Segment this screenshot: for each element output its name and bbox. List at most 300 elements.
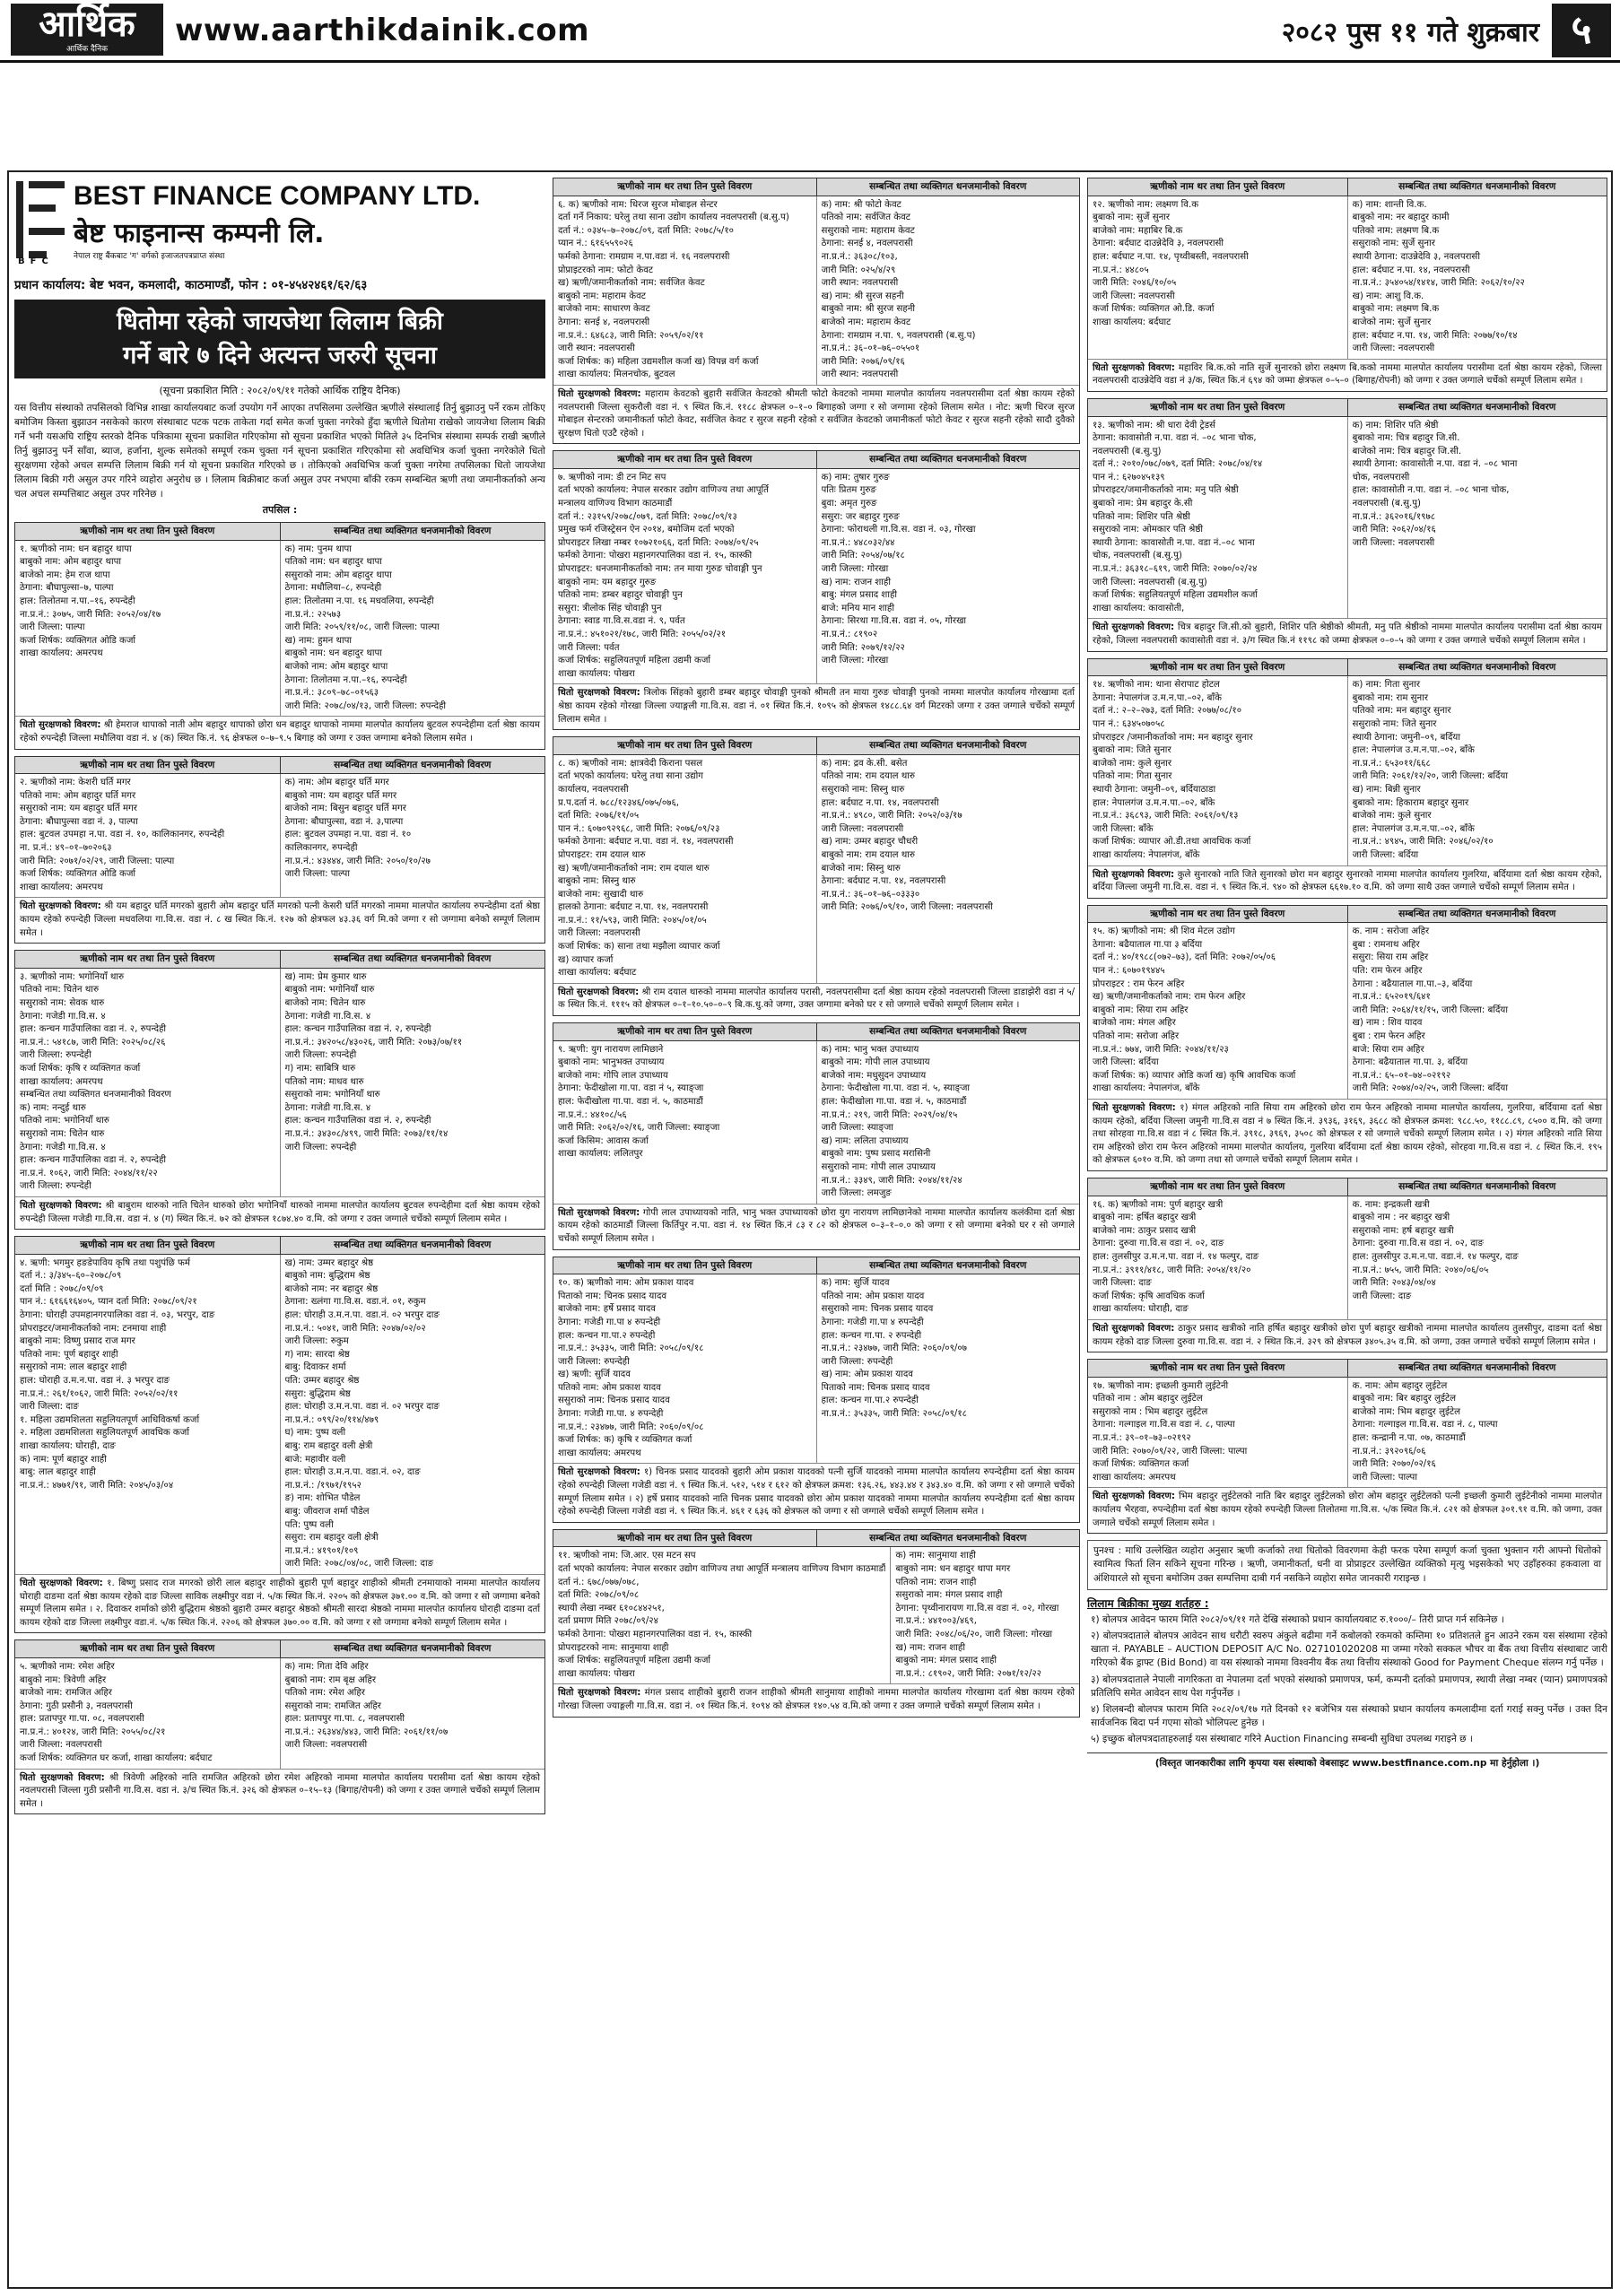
- detail-line: हाल: नेपालगंज उ.म.न.पा.–०२, बाँके: [1093, 797, 1215, 808]
- detail-line: जारी जिल्ला: रुपन्देही: [20, 1050, 91, 1061]
- detail-line: कर्जा शिर्षक: व्यक्तिगत घर कर्जा, शाखा कार्यालय: बर्दघाट: [20, 1753, 213, 1764]
- detail-line: ना.प्र.नं.: २१९, जारी मिति: २०२९/०४/१५: [821, 1109, 958, 1120]
- detail-line: प्रोप्राइटरको नाम: फोटो केवट: [558, 265, 654, 275]
- detail-line: शाखा कार्यालय: घोराही, दाङ: [20, 1441, 116, 1451]
- detail-line: पतिको नाम: राजन शाही: [895, 1577, 977, 1587]
- borrower-column-heading: ऋणीको नाम थर तथा तिन पुस्ते विवरण: [80, 759, 215, 770]
- detail-line: बाबुको नाम: बुद्धिराम श्रेष्ठ: [284, 1271, 370, 1282]
- detail-line: हाल: कन्द्रानी न.पा. ०७, काठमाडौं: [1352, 1433, 1466, 1444]
- entry-header: [553, 1257, 1079, 1275]
- detail-line: ठेगाना: सनई ४, नवलपरासी: [558, 317, 650, 327]
- collateral-details: [1088, 618, 1607, 650]
- detail-line: ससुरा: बुद्धिराम श्रेष्ठ: [284, 1388, 351, 1399]
- collateral-details: [15, 897, 544, 943]
- guarantor-details: [1347, 1196, 1607, 1319]
- related-column-heading: सम्बन्धित तथा व्यक्तिगत धनजमानीको विवरण: [816, 1023, 1080, 1040]
- guarantor-details: [1347, 923, 1607, 1099]
- detail-line: पतिको नाम: रमेश अहिर: [284, 1688, 365, 1699]
- detail-line: स्थायी ठेगाना: कावासोती न.पा. वडा नं. –०८ भाना: [1352, 459, 1518, 470]
- detail-line: क) नाम: गिता सुनार: [1352, 680, 1420, 691]
- detail-line: ठेगाना: फेदीखोला गा.पा. वडा नं. ५, स्याङ्जा: [821, 1083, 971, 1094]
- detail-line: हाल: कन्चन गाउँपालिका वडा नं. २, रुपन्देही: [20, 1155, 167, 1166]
- detail-line: क) नाम: सुर्जि यादव: [821, 1278, 890, 1289]
- detail-line: ख) ऋणी: सुर्जि यादव: [558, 1370, 631, 1380]
- detail-line: पतिको नाम: माधव थारु: [284, 1076, 364, 1087]
- detail-line: ना.प्र.नं.: ४४८०५: [1093, 265, 1149, 275]
- detail-line: पतिको नाम : ओम बहादुर लुईटेल: [1093, 1394, 1203, 1405]
- detail-line: ९. ऋणी: युग नारायण लामिछाने: [558, 1044, 664, 1055]
- detail-line: चोक, नवलपरासी (ब.सु.पु): [1093, 551, 1182, 561]
- detail-line: ११. ऋणीको नाम: जि.आर. एस मटन सप: [558, 1551, 696, 1561]
- detail-line: १. महिला उद्यमशिलता सहुलियतपूर्ण आधिविकर्षा कर्जा: [20, 1414, 200, 1425]
- detail-line: ङ) नाम: शोभित पौडेल: [284, 1493, 361, 1504]
- detail-line: बाजेको नाम: सिस्नु थारु: [821, 863, 901, 874]
- guarantor-details: [1347, 417, 1607, 619]
- detail-line: हाल: कन्चन गा.पा.२ रुपन्देही: [821, 1396, 919, 1406]
- detail-line: ना.प्र.नं.: ३६३०८/१०३,: [821, 251, 898, 262]
- detail-line: २. महिला उद्यमशिलता सहुलियतपूर्ण आवधिक कर्जा: [20, 1428, 189, 1439]
- detail-line: जारी मिति: २०७८/०४/०८, जारी जिल्ला: दाङ: [284, 1559, 434, 1570]
- collateral-details: [15, 716, 544, 748]
- detail-line: हाल: घोराही उ.म.न.पा. वडा नं. ०२ भरपुर दाङ: [284, 1402, 440, 1413]
- related-column-heading: सम्बन्धित तथा व्यक्तिगत धनजमानीको विवरण: [1347, 1178, 1607, 1196]
- borrower-details: [15, 1658, 280, 1769]
- detail-line: ना.प्र.नं.: ६४६८३, जारी मिति: २०५९/०२/११: [558, 330, 704, 341]
- guarantor-details: [816, 469, 1080, 684]
- detail-line: बाबुको नाम: भगोनियाँ थारु: [284, 985, 375, 996]
- detail-line: बाबुको नाम: विष्णु प्रसाद राज मगर: [20, 1336, 135, 1347]
- collateral-details: [15, 1574, 544, 1632]
- detail-line: ठेगाना: फेदीखोला गा.पा. वडा नं ५, स्याङ्जा: [558, 1083, 704, 1094]
- detail-line: बुबाको नाम: प्रेम बहादुर के.सी: [1093, 499, 1193, 509]
- detail-line: क) नाम: गिता देवि अहिर: [284, 1661, 369, 1672]
- detail-line: ना.प्र.नं.: ४१९०१/१०९: [284, 1545, 359, 1556]
- borrower-column-heading: ऋणीको नाम थर तथा तिन पुस्ते विवरण: [617, 740, 753, 752]
- borrower-entry: [14, 522, 545, 750]
- detail-line: बुबाको नाम: हिकाराम बहादुर सुनार: [1352, 797, 1469, 808]
- detail-line: ससुराको नाम: सेवक थारु: [20, 998, 105, 1008]
- issue-date: २०८२ पुस ११ गते शुक्रबार: [1281, 17, 1539, 48]
- detail-line: पान नं.: ६०७०९२९६८, जारी मिति: २०७६/०९/२३: [558, 823, 720, 834]
- term-item: ५) इच्छुक बोलपत्रदाताहरुलाई यस संस्थाबाट गरिने Auction Financing सम्बन्धी सुविधा उपलब्ध गराइने छ ।: [1091, 1734, 1473, 1745]
- collateral-details: [1088, 865, 1607, 898]
- detail-line: शाखा कार्यालय: अमरपथ: [20, 1076, 103, 1087]
- detail-line: ठेगाना: फोराथली गा.वि.स. वडा नं. ०३, गोरखा: [821, 525, 976, 535]
- detail-line: बाबुको नाम: मंगल प्रसाद शाही: [895, 1656, 997, 1666]
- detail-line: प्रोपराइटर लिखा नम्बर १०७२१०६६, दर्ता मिति: २०७४/०९/२५: [558, 537, 759, 548]
- detail-line: बुबाको नाम: भानुभक्त उपाध्याय: [558, 1057, 665, 1068]
- detail-line: ठेगाना: रामग्राम न.पा. ९, नवलपरासी (ब.सु.प): [821, 330, 976, 341]
- detail-line: पति: पुष्प वली: [284, 1519, 334, 1530]
- borrower-entry: [1087, 905, 1607, 1171]
- detail-line: ससुराको नाम: महाराम केवट: [821, 225, 915, 236]
- detail-line: पतिको नाम: धन बहादुर थापा: [284, 557, 382, 568]
- detail-line: बाबुको नाम: गोपी लाल उपाध्याय: [821, 1057, 930, 1068]
- collateral-label: धितो सुरक्षणको विवरण:: [1093, 869, 1175, 880]
- detail-line: ४. ऋणी: भगमुर हङडेपाविय कृषि तथा पशुपंछि फर्म: [20, 1257, 191, 1268]
- detail-line: हाल: फेदीखोला गा.पा. वडा नं. ५, काठमाडौं: [821, 1097, 967, 1107]
- detail-line: फर्मको ठेगाना: पोखरा महानगरपालिका वडा नं. १५, कास्की: [558, 1629, 753, 1639]
- detail-line: जारी जिल्ला: गोरखा: [821, 656, 889, 666]
- detail-line: ससुराको नाम: सुर्जे सुनार: [1352, 239, 1435, 249]
- detail-line: बाबुको नाम: राम दयाल थारु: [821, 849, 916, 860]
- detail-line: ना.प्र.नं.: ३९११/४१८, जारी मिति: २०५४/११/२०: [1093, 1265, 1251, 1275]
- detail-line: प्रोपराइटर : राम फेरन अहिर: [1093, 978, 1185, 989]
- detail-line: जारी जिल्ला: दाङ: [1093, 1278, 1152, 1289]
- detail-line: शाखा कार्यालय: बर्दघाट: [558, 968, 637, 978]
- borrower-column-heading: ऋणीको नाम थर तथा तिन पुस्ते विवरण: [80, 1643, 215, 1655]
- detail-line: ना.प्र.नं.: ४९८०, जारी मिति: २०५२/०३/१७: [821, 811, 962, 822]
- detail-line: जारी मिति: २०६१/१२/२०, जारी जिल्ला: बर्दिया: [1352, 771, 1508, 782]
- detail-line: पतिको नाम: चितेन थारु: [20, 985, 100, 996]
- detail-line: कर्जा शिर्षक: व्यापार ओ.डी.तथा आवधिक कर्जा: [1093, 837, 1251, 848]
- detail-line: ससुराको नाम: चिनक प्रसाद यादव: [558, 1396, 670, 1406]
- detail-line: कर्जा शिर्षक: सहुलियतपूर्ण महिला उद्यमी कर्जा: [558, 656, 711, 666]
- detail-line: ससुराको नाम: यम बहादुर घर्ति मगर: [20, 804, 137, 814]
- detail-line: जारी जिल्ला: बर्दिया: [1352, 849, 1419, 860]
- detail-line: हाल: कन्चन गाउँपालिका वडा नं. २, रुपन्देही: [284, 1024, 431, 1035]
- logo-tagline: आर्थिक दैनिक: [65, 45, 109, 54]
- borrower-entry: [14, 756, 545, 944]
- detail-line: ख) ऋणी/जमानीकर्ताको नाम: सर्वजित केवट: [558, 278, 705, 289]
- detail-line: दर्ता मिति : २०७८/०९/०९: [20, 1283, 104, 1294]
- detail-line: जारी जिल्ला: रुकुम: [284, 1336, 349, 1347]
- detail-line: ससुराको नाम: भगोनियाँ थारु: [284, 1090, 380, 1100]
- detail-line: जारी मिति: २०७८/०४/१३, जारी जिल्ला: रुपन्देही: [284, 700, 447, 711]
- borrower-entry: [1087, 178, 1607, 392]
- detail-line: १७. ऋणीको नाम: इच्छली कुमारी लुईटेनी: [1093, 1380, 1229, 1391]
- detail-line: दर्ता गर्ने निकाय: घरेलु तथा साना उद्योग कार्यालय नवलपरासी (ब.सु.प): [558, 213, 789, 223]
- detail-line: ख) नाम: श्री सुरज सहनी: [821, 291, 904, 301]
- collateral-details: [553, 983, 1079, 1015]
- borrower-entry: [14, 950, 545, 1230]
- detail-line: कर्जा शिर्षक: क) साना तथा मझौला व्यापार कर्जा: [558, 942, 720, 952]
- detail-line: ससुराको नाम: गोपी लाल उपाध्याय: [821, 1161, 936, 1172]
- collateral-text: श्री यम बहादुर घर्ति मगरको बुहारी ओम बहादुर घर्ति मगरको पत्नी केसरी घर्ति मगरको नाममा मालपोत कार्यालय रुपन्देहीमा दर्ता श्रेष्ठा कायम रहेको रुपन्देही जिल्ला मधवलिया गा.वि.स. वडा नं. ८ ख स्थित कि.नं. १२७ को क्षेत्रफल ४३.३६ वर्ग मि.को जग्गा र सो जग्गामा बनेको सम्पूर्ण लिलाम समेत ।: [20, 901, 541, 938]
- detail-line: ठेगाना: दुरुवा गा.वि.स वडा नं. ०२, दाङ: [1093, 1239, 1224, 1249]
- detail-line: जारी स्थान: नवलपरासी: [558, 344, 635, 354]
- notice-title: [14, 300, 545, 378]
- guarantor-details: [280, 774, 545, 897]
- borrower-column-heading: ऋणीको नाम थर तथा तिन पुस्ते विवरण: [617, 1532, 753, 1544]
- collateral-details: [553, 1204, 1079, 1249]
- detail-line: हाल: बर्दघाट न.पा. १४, जारी मिति: २०७७/१०/१४: [1352, 330, 1518, 341]
- detail-line: हाल: घोराही उ.म.न.पा. वडा नं. ३ भरपुर दाङ: [20, 1376, 170, 1387]
- notice-intro: यस वित्तीय संस्थाको तपसिलको विभिन्न शाखा कार्यालयबाट कर्जा उपयोग गर्ने आएका तपसिलमा उल्लेखित ऋणीले संस्थालाई तिर्नु बुझाउनु पर्ने रकम तोकिए बमोजिम किस्ता बुझाउन नसकेको कारण संस्थाबाट पटक पटक ताकेता गर्दा समेत कर्जा चुक्ता नगरेको हुँदा ऋणीले धितोमा राखेको जायजेथा लिलाम बिक्री गर्ने भनी यसअघि राष्ट्रिय स्तरको दैनिक पत्रिकामा सूचना प्रकाशित गरिएकोमा सो सूचना प्रकाशित भएको मितिले ३५ दिनभित्र संस्थामा सम्पर्क राखी ऋणीले तिर्नु बुझाउनु पर्ने साँवा, ब्याज, हर्जाना, शुल्क समेतको सम्पूर्ण रकम चुक्ता गर्न सूचना प्रकाशित गरिएकोमा सो अवधिभित्र कर्जा चुक्ता नगरेकोले धितो सुरक्षणमा रहेको अचल सम्पत्ति लिलाम बिक्री गर्न यो सूचना प्रकाशित गरिएको छ । तोकिएको अवधिभित्र कर्जा चुक्ता नगरेमा तपसिलका धितो जायजेथा लिलाम बिक्री गरी असुल उपर गरिने व्यहोरा अनुरोध छ । लिलाम बिक्रीबाट कर्जा असुल उपर नभएमा बाँकी रकम सम्बन्धित ऋणी तथा जमानीकर्ताको अन्य चल अचल सम्पत्तिबाट असुल उपर गरिनेछ ।: [14, 403, 545, 500]
- detail-line: स्थायी ठेगाना: जमुनी–०९, बर्दियाठाडा: [1093, 784, 1216, 795]
- detail-line: जारी जिल्ला: पाल्पा: [284, 869, 350, 880]
- detail-line: जारी मिति: २०४६/१०/०५: [1093, 278, 1177, 289]
- related-column-heading: सम्बन्धित तथा व्यक्तिगत धनजमानीको विवरण: [816, 178, 1080, 196]
- borrower-column-heading: ऋणीको नाम थर तथा तिन पुस्ते विवरण: [617, 181, 753, 192]
- detail-line: ना.प्र.नं.: ३६–०१–७६–०५५०१: [821, 344, 920, 354]
- detail-line: क) नाम: ओम बहादुर घर्ति मगर: [284, 778, 389, 788]
- detail-line: ससुराको नाम: ओम बहादुर थापा: [284, 570, 392, 580]
- detail-line: जारी जिल्ला: लमजुङ: [821, 1188, 892, 1199]
- detail-line: ना.प्र.नं.: २६१/१०६२, जारी मिति: २०५२/०२/११: [20, 1388, 179, 1399]
- detail-line: जारी जिल्ला: दाङ: [20, 1402, 79, 1413]
- detail-line: पतिको नाम: पूर्ण बहादुर शाही: [20, 1349, 118, 1360]
- detail-line: ना.प्र.नं.: ५४१८७, जारी मिति: २०२५/०८/२६: [20, 1037, 166, 1048]
- detail-line: बुबा : राम फेरन अहिर: [1352, 1031, 1425, 1042]
- borrower-column-heading: ऋणीको नाम थर तथा तिन पुस्ते विवरण: [1150, 181, 1285, 192]
- logo-text: आर्थिक: [39, 3, 135, 45]
- detail-line: फर्मको ठेगाना: बर्दघाट न.पा. वडा नं. १४, नवलपरासी: [558, 837, 734, 848]
- detail-line: ना.प्र.नं.: ३५४०५४/१४१४, जारी मिति: २०६२/१०/२२: [1352, 278, 1525, 289]
- detail-line: शाखा कार्यालय: घोराही, दाङ: [1093, 1304, 1189, 1315]
- detail-line: बाबुको नाम: ओम बहादुर थापा: [20, 557, 122, 568]
- detail-line: क) नाम: द्रव के.सी. बसेत: [821, 758, 908, 769]
- detail-line: मन्त्रालय वाणिज्य विभाग काठमाडौं: [558, 499, 673, 509]
- collateral-details: [15, 1196, 544, 1229]
- detail-line: पति: राम फेरन अहिर: [1352, 966, 1423, 977]
- related-column-heading: सम्बन्धित तथा व्यक्तिगत धनजमानीको विवरण: [816, 1530, 1080, 1547]
- detail-line: ठेगाना: कावासोती न.पा. वडा नं. –०८ भाना चोक,: [1093, 433, 1257, 444]
- collateral-details: [15, 1769, 544, 1814]
- detail-line: बाजे: महावीर वली: [284, 1454, 346, 1465]
- detail-line: कर्जा शिर्षक: व्यक्तिगत ओ.डि. कर्जा: [1093, 304, 1215, 315]
- collateral-text: त्रिलोक सिंहको बुहारी डम्बर बहादुर चोवाङ्गी पुनको श्रीमती तन माया गुरुङ चोवाङ्गी पुनको नाममा मालपोत कार्यालय गोरखामा दर्ता श्रेष्ठा कायम रहेको गोरखा जिल्ला ज्याङ्गली गा.वि.स. वडा नं. ०१ स्थित कि.नं. १०९५ को क्षेत्रफल १४८८.६४ वर्ग मिटरको जग्गा र उक्त जग्गाले चर्चेको सम्पूर्ण लिलाम समेत ।: [558, 688, 1075, 725]
- borrower-column-heading: ऋणीको नाम थर तथा तिन पुस्ते विवरण: [1150, 908, 1285, 919]
- detail-line: हाल: बर्दघाट न.पा. १४, नवलपरासी: [1352, 265, 1470, 275]
- related-column-heading: सम्बन्धित तथा व्यक्तिगत धनजमानीको विवरण: [280, 1640, 545, 1657]
- detail-line: क) नाम: सानुमाया शाही: [895, 1551, 976, 1561]
- detail-line: नवलपरासी (ब.सु.पु): [1352, 499, 1421, 509]
- detail-line: प्र.प.दर्ता नं. ७८८/१२३४६/०७५/०७६,: [558, 797, 679, 808]
- detail-line: जारी मिति: २०७६/०९/१६: [821, 356, 905, 367]
- detail-line: कार्यालय, नवलपरासी: [558, 784, 629, 795]
- detail-line: हाल: कन्चन गाउँपालिका वडा नं. २, रुपन्देही: [20, 1024, 167, 1035]
- detail-line: बाबु: मंगल प्रसाद शाही: [821, 590, 897, 601]
- detail-line: ना.प्र.नं. १०६२, जारी मिति: २०४४/११/२२: [20, 1168, 158, 1178]
- borrower-entry: [1087, 1178, 1607, 1352]
- auction-notice: [7, 170, 1613, 2289]
- detail-line: प्रमुख फर्म रजिस्ट्रेसन ऐन २०१४, बमोजिम दर्ता भएको: [558, 525, 735, 535]
- borrower-details: [553, 469, 816, 684]
- detail-line: पान नं.: ६३४५०७०५८: [1093, 718, 1165, 729]
- detail-line: ना.प्र.नं.: ३९–०१–७३–०२१९२: [1093, 1433, 1191, 1444]
- detail-line: कर्जा शिर्षक: सहुलियतपूर्ण महिला उद्यमी कर्जा: [558, 1656, 711, 1666]
- collateral-label: धितो सुरक्षणको विवरण:: [1093, 622, 1175, 633]
- detail-line: ना.प्र.नं.: ३५३३५, जारी मिति: २०५८/०९/१८: [821, 1409, 967, 1420]
- detail-line: ठेगाना: बढैयाताल गा.पा. ३, बर्दिया: [1352, 1057, 1468, 1068]
- detail-line: स्थायी ठेगाना: जमुनी–०९, बर्दिया: [1352, 732, 1460, 743]
- detail-line: बाबुको नाम: सिया राम अहिर: [1093, 1004, 1189, 1015]
- entry-header: [15, 757, 544, 775]
- detail-line: शाखा कार्यालय: बर्दघाट: [1093, 317, 1171, 327]
- borrower-details: [15, 541, 280, 717]
- detail-line: बाबुको नाम: नर बहादुर कामी: [1352, 213, 1450, 223]
- detail-line: चोक, नवलपरासी: [1352, 472, 1410, 483]
- detail-line: ना.प्र.नं.: ७७४, जारी मिति: २०४४/११/२३: [1093, 1044, 1229, 1055]
- related-column-heading: सम्बन्धित तथा व्यक्तिगत धनजमानीको विवरण: [816, 451, 1080, 468]
- detail-line: दर्ता नं.: ६७८/०७७/०७८,: [558, 1577, 640, 1587]
- detail-line: ना.प्र.नं.: ३३४९, जारी मिति: २०४४/११/२४: [821, 1175, 962, 1186]
- detail-line: जारी मिति: २०७०/०२/१६: [1352, 1459, 1436, 1470]
- borrower-column-heading: ऋणीको नाम थर तथा तिन पुस्ते विवरण: [1150, 661, 1285, 673]
- related-column-heading: सम्बन्धित तथा व्यक्तिगत धनजमानीको विवरण: [816, 1257, 1080, 1274]
- detail-line: जारी जिल्ला: रुपन्देही: [284, 1050, 357, 1061]
- notice-column-2: [553, 178, 1080, 1724]
- borrower-column-heading: ऋणीको नाम थर तथा तिन पुस्ते विवरण: [1150, 1362, 1285, 1374]
- related-column-heading: सम्बन्धित तथा व्यक्तिगत धनजमानीको विवरण: [280, 951, 545, 968]
- detail-line: ना.प्र.नं.: ३६२०१६/१९७८: [1352, 511, 1436, 522]
- term-item: २) बोलपत्रदाताले बोलपत्र आवेदन साथ धरौटी स्वरुप अंकुले बढीमा गर्ने कबोलको रकमको कम्तिमा १० प्रतिशतले हुन आउने रकम यस संस्थामा रहेको खाता नं. PAYABLE – AUCTION DEPOSIT A/C No. 027101020208 मा जम्मा गरेको सक्कल भौचर वा बैंक तथा वित्तीय संस्थाबाट जारी गरिएको बैंक ड्राफ्ट (Bid Bond) वा यस संस्थाको नाममा विश्वनीय बैंक तथा वित्तीय संस्थाको Good for Payment Cheque संलग्न गर्नु पर्नेछ ।: [1091, 1631, 1607, 1669]
- detail-line: सम्बन्धित तथा व्यक्तिगत धनजमानीको विवरण: [20, 1090, 171, 1100]
- detail-line: हाल: प्रतापपुर गा.पा. ०८, नवलपरासी: [20, 1714, 144, 1725]
- collateral-label: धितो सुरक्षणको विवरण:: [1093, 362, 1175, 373]
- detail-line: बाजेको नाम: ओम बहादुर थापा: [284, 661, 388, 672]
- detail-line: ठेगाना: बौघापुल्सा–७, पाल्पा: [20, 583, 114, 594]
- collateral-text: १. बिष्णु प्रसाद राज मगरको छोरी लाल बहादुर शाहीको बुहारी पूर्ण बहादुर शाहीको श्रीमती टनमायाको नाममा मालपोत कार्यालय घोराही दाङमा दर्ता श्रेष्ठा कायम रहेको दाङ जिल्ला साविक लक्ष्मीपुर वडा नं. ५/क स्थित कि.नं. २२०५ को क्षेत्रफल ३७१.०० व.मि. को जग्गा र सो जग्गामा बनेको सम्पूर्ण लिलाम समेत । २. दिवाकर शर्माको छोरी बुद्धिराम श्रेष्ठको बुहारी उम्मर बहादुर श्रेष्ठको श्रीमती सारदा श्रेष्ठको नाममा मालपोत कार्यालय घोराही दाङमा दर्ता कायम रहेको दाङ जिल्ला लक्ष्मीपुर वडा.नं. ५/क स्थित कि.नं. २२०६ को क्षेत्रफल ३७०.०० व.मि. को जग्गा र सो जग्गामा बनेको सम्पूर्ण लिलाम समेत ।: [20, 1578, 540, 1628]
- borrower-details: [1088, 1378, 1347, 1488]
- detail-line: दर्ता प्रमाण मिति २०७८/०९/२४: [558, 1616, 658, 1627]
- detail-line: ना.प्र.नं.: ३८०९–७८–०१५६३: [284, 688, 379, 699]
- detail-line: ना.प्र.नं.: ४४८०३२/४४: [821, 537, 895, 548]
- detail-line: ठेगाना: गजेडी गा.वि.स. ४: [20, 1142, 106, 1152]
- notice-title-line-2: गर्ने बारे ७ दिने अत्यन्त जरुरी सूचना: [123, 342, 437, 370]
- detail-line: जारी मिति: २०६२/०४/१६: [1352, 525, 1436, 535]
- collateral-text: १) चिनक प्रसाद यादवको बुहारी ओम प्रकाश यादवको पत्नी सुर्जि यादवको नाममा मालपोत कार्यालय रुपन्देहीमा दर्ता श्रेष्ठा कायम रहेको रुपन्देही जिल्ला गजेडी वडा नं. ९ स्थित कि.नं. ५१२, ५१४ र ६१२ को क्षेत्रफल क्रमश: १३६.२६, ४४३.४४ र ३४३.४० व.मि. को जग्गा र सो जग्गाले चर्चेको सम्पूर्ण लिलाम समेत । २) हर्षे प्रसाद यादवको नाति चिनक प्रसाद यादवको छोरा ओम प्रकाश यादवको नाममा मालपोत कार्यालय रुपन्देहीमा दर्ता श्रेष्ठा कायम रहेको रुपन्देही जिल्ला गजेडी वडा नं. ९ स्थित कि.नं. ४६१ र ६३६ को क्षेत्रफल को जग्गा र सो जग्गाले चर्चेको सम्पूर्ण लिलाम समेत ।: [558, 1467, 1075, 1518]
- detail-line: जारी जिल्ला: पर्वत: [558, 642, 620, 653]
- borrower-details: [553, 196, 816, 385]
- detail-line: ठेगाना: मधौलिया–८, रुपन्देही: [284, 583, 382, 594]
- detail-line: ठेगाना: बौघापुल्सा, वडा नं. ३,पाल्पा: [284, 816, 404, 827]
- term-item: ३) बोलपत्रदाताले नेपाली नागरिकता वा नेपालमा दर्ता भएको संस्थाको प्रमाणपत्र, फर्म, कम्पनी दर्ताको प्रमाणपत्र, स्थायी लेखा नम्बर (प्यान) प्रमाणपत्रको प्रतिलिपि समेत आवेदन साथ पेश गर्नुपर्नेछ ।: [1091, 1674, 1607, 1699]
- collateral-text: श्री हेमराज थापाको नाती ओम बहादुर थापाको छोरा धन बहादुर थापाको नाममा मालपोत कार्यालय बुटवल रुपन्देहीमा दर्ता श्रेष्ठा कायम रहेको रुपन्देही जिल्ला मधौलिया वडा नं. ४ (क) स्थित कि.नं. ९६ क्षेत्रफल ०–७–९.५ बिगाह को जग्गा र उक्त जग्गामा बनेको लिलाम समेत ।: [20, 720, 540, 744]
- collateral-label: धितो सुरक्षणको विवरण:: [20, 1200, 102, 1211]
- detail-line: स्थायी ठेगाना: दाउन्नेदेवि ३, नवलपरासी: [1352, 251, 1480, 262]
- detail-line: बाबुको नाम : नर बहादुर खत्री: [1352, 1213, 1450, 1223]
- detail-line: ना.प्र.नं.: ४५१०२१/१७८, जारी मिति: २०५५/०२/२१: [558, 630, 727, 639]
- entries-column-1: [14, 522, 545, 1814]
- borrower-entry: [14, 1639, 545, 1814]
- detail-line: ठेगाना: गुठी प्रसौनी ३, नवलपरासी: [20, 1700, 133, 1711]
- detail-line: हाल: तुलसीपुर उ.म.न.पा. वडा नं. १४ फल्पुर, दाङ: [1093, 1251, 1259, 1262]
- collateral-label: धितो सुरक्षणको विवरण:: [558, 1688, 641, 1699]
- website-url[interactable]: www.aarthikdainik.com: [175, 13, 590, 48]
- detail-line: जारी जिल्ला: रुपन्देही: [284, 1142, 357, 1152]
- detail-line: क) नाम: भानु भक्त उपाध्याय: [821, 1044, 919, 1055]
- detail-line: बाजेको नाम: बिसुन बहादुर घर्ति मगर: [284, 804, 406, 814]
- detail-line: ठेगाना: दुरुवा गा.वि.स वडा नं. ०२, दाङ: [1352, 1239, 1484, 1249]
- detail-line: बुबाको नाम: राम बृक्ष अहिर: [284, 1674, 377, 1685]
- detail-line: ना.प्र.नं.: ५०४१, जारी मिति: २०४७/०२/०२: [284, 1323, 426, 1334]
- detail-line: ठेगाना: घोराही उपमहानगरपालिका वडा नं. ०३, भरपुर, दाङ: [20, 1310, 215, 1321]
- detail-line: बाजे: मनिय मान शाही: [821, 603, 894, 613]
- detail-line: ठेगाना: गजेडी गा.पा ४ रुपन्देही: [821, 1317, 924, 1327]
- related-column-heading: सम्बन्धित तथा व्यक्तिगत धनजमानीको विवरण: [280, 523, 545, 540]
- detail-line: बाजेको नाम: चित्र बहादुर जि.सी.: [1352, 446, 1462, 457]
- detail-line: बाजेको नाम: महाबिर बि.क: [1093, 225, 1183, 236]
- entry-header: [553, 1023, 1079, 1041]
- detail-line: दर्ता नं.: २–२–२७३, दर्ता मिति: २०७७/०८/१०: [1093, 706, 1241, 717]
- detail-line: ना.प्र.नं.: ४७७१/९१, जारी मिति: २०४५/०३/०४: [20, 1480, 174, 1491]
- detail-line: क) नाम: तुषार गुरुङ: [821, 472, 890, 483]
- detail-line: ना. प्र.नं.: ४९–०१–७०२०६३: [20, 843, 112, 854]
- detail-line: ख) नाम: प्रेम कुमार थारु: [284, 971, 367, 982]
- detail-line: पतिको नाम: भगोनियाँ थारु: [20, 1116, 109, 1126]
- detail-line: ठेगाना: नेपालगंज उ.म.न.पा.–०२, बाँके: [1093, 692, 1222, 703]
- collateral-text: भिम बहादुर लुईटेलको नाति बिर बहादुर लुईटेलको छोरा ओम बहादुर लुईटेलको पत्नी इच्छली कुमारी लुईटेनीको नाममा मालपोत कार्यालय भैरहवा, रुपन्देहीमा दर्ता श्रेष्ठा कायम रहेको रुपन्देही जिल्ला तिलोतमा गा.वि.स. ५/क स्थित कि.नं. ८२१ को क्षेत्रफल ३०१.९१ व.मि. को जग्गा, उक्त जग्गाले चर्चेको सम्पूर्ण लिलाम समेत ।: [1093, 1492, 1603, 1528]
- borrower-details: [553, 1041, 816, 1204]
- detail-line: बुबाको नाम: सुर्जे सुनार: [1093, 213, 1171, 223]
- detail-line: ठेगाना: बौघापुल्सा वडा नं. ३, पाल्पा: [20, 816, 138, 827]
- collateral-label: धितो सुरक्षणको विवरण:: [20, 901, 101, 912]
- detail-line: बाबुको नाम: बिर बहादुर लुईटेल: [1352, 1394, 1457, 1405]
- detail-line: ख) नाम: उम्मर बहादुर चौधरी: [821, 837, 919, 848]
- detail-line: जारी मिति: २०७९/१२/२२: [821, 642, 905, 653]
- detail-line: ठेगाना: गजेडी गा.पा. ४ रुपन्देही: [558, 1409, 664, 1420]
- detail-line: जारी जिल्ला: नवलपरासी: [20, 1740, 102, 1751]
- borrower-column-heading: ऋणीको नाम थर तथा तिन पुस्ते विवरण: [80, 953, 215, 965]
- detail-line: प्रोपराइटरको नाम: सानुमाया शाही: [558, 1642, 669, 1653]
- collateral-details: [553, 385, 1079, 443]
- borrower-details: [1088, 1196, 1347, 1319]
- detail-line: हाल: कावासोती न.पा. वडा नं. –०८ भाना चोक,: [1352, 485, 1510, 496]
- detail-line: दर्ता मिति: २०७६/११/०५: [558, 811, 640, 822]
- borrower-details: [1088, 676, 1347, 865]
- detail-line: ससुराको नाम: हर्ष बहादुर खत्री: [1352, 1225, 1454, 1236]
- collateral-label: धितो सुरक्षणको विवरण:: [558, 987, 640, 997]
- masthead: [0, 0, 1620, 63]
- detail-line: जारी जिल्ला: गोरखा: [821, 564, 889, 575]
- detail-line: ना.प्र.नं.: ४३४४४, जारी मिति: २०५०/१०/२७: [284, 856, 431, 866]
- detail-line: ना.प्र.नं.: ३४३०८/४९९, जारी मिति: २०७३/११/१४: [284, 1128, 449, 1139]
- detail-line: जारी जिल्ला: स्याङ्जा: [821, 1123, 893, 1134]
- detail-line: बुबाको नाम: चित्र बहादुर जि.सी.: [1352, 433, 1460, 444]
- detail-line: २. ऋणीको नाम: केशरी घर्ति मगर: [20, 778, 131, 788]
- detail-line: पतिको नाम: राम दयाल थारु: [821, 771, 915, 782]
- collateral-text: गोपी लाल उपाध्यायको नाति, भानु भक्त उपाध्यायको छोरा युग नारायण लामिछानेको नाममा मालपोत कार्यालय कलंकीमा दर्ता श्रेष्ठा कायम रहेको काठमाडौं जिल्ला किर्तिपुर न.पा. वडा नं. १४ स्थित कि.नं ८३ र ८२ को क्षेत्रफल ०–३–१–०.० को जग्गा र सो जग्गामा बनेको घर र सो जग्गाले चर्चेको सम्पूर्ण लिलाम समेत ।: [558, 1207, 1075, 1244]
- entry-header: [1088, 399, 1607, 417]
- detail-line: बाजेको नाम: चितेन थारु: [284, 998, 366, 1008]
- collateral-label: धितो सुरक्षणको विवरण:: [558, 388, 641, 399]
- company-logo-icon: [16, 181, 63, 258]
- guarantor-details: [816, 196, 1080, 385]
- detail-line: बाजेको नाम: हेम राज थापा: [20, 570, 110, 580]
- detail-line: ना.प्र.नं.: ३४२०५८/४३०२६, जारी मिति: २०७३/०७/११: [284, 1037, 463, 1048]
- detail-line: जारी मिति: २०७०/०९/२२, जारी जिल्ला: पाल्पा: [1093, 1446, 1248, 1457]
- detail-line: दर्ता भएको कार्यालय: नेपाल सरकार उद्योग वाणिज्य तथा आपूर्ति मन्त्रालय वाणिज्य विभाग काठमाडौं: [558, 1564, 886, 1574]
- detail-line: ठेगाना: सनई ४, नवलपरासी: [821, 239, 913, 249]
- detail-line: बाबु: राम बहादुर वली क्षेत्री: [284, 1441, 373, 1451]
- borrower-entry: [1087, 398, 1607, 652]
- collateral-details: [1088, 1099, 1607, 1170]
- detail-line: जारी जिल्ला: नवलपरासी: [558, 928, 640, 939]
- detail-line: ससुराको नाम : भिम बहादुर लुईटेल: [1093, 1406, 1208, 1417]
- detail-line: ठेगाना: ख्लंगा गा.वि.स. वडा.नं. ०१, रुकुम: [284, 1297, 426, 1308]
- detail-line: पतिको नाम: सर्वजित केवट: [821, 213, 910, 223]
- detail-line: स्थायी ठेगाना: कावासोती न.पा. वडा नं.–०८ भाना: [1093, 537, 1255, 548]
- detail-line: ठेगाना: गल्गाइल गा.वि.स. वडा नं. ८, पाल्पा: [1352, 1420, 1498, 1431]
- entries-column-2: [553, 178, 1080, 1718]
- collateral-text: मंगल प्रसाद शाहीको बुहारी राजन शाहीको श्रीमती सानुमाया शाहीको नाममा मालपोत कार्यालय गोरखामा दर्ता श्रेष्ठा कायम रहेको गोरखा जिल्ला ज्याङ्गली गा.वि.स. वडा नं. ०१ स्थित कि.नं. १०९४ को क्षेत्रफल १४०.५४ व.मि.को जग्गा र उक्त जग्गाले चर्चेको सम्पूर्ण लिलाम समेत ।: [558, 1688, 1075, 1711]
- detail-line: कर्जा शिर्षक: कृषि आवधिक कर्जा: [1093, 1291, 1205, 1301]
- collateral-text: श्री बाबुराम थारुको नाति चितेन थारुको छोरा भगोनियाँ थारुको नाममा मालपोत कार्यालय बुटवल रुपन्देहीमा दर्ता श्रेष्ठा कायम रहेको रुपन्देही जिल्ला गजेडी गा.वि.स. वडा नं. ४ (ग) स्थित कि.नं. ७२ को क्षेत्रफल १८७४.४० व.मि. को जग्गा र उक्त जग्गाले चर्चेको सम्पूर्ण लिलाम समेत ।: [20, 1200, 540, 1224]
- related-column-heading: सम्बन्धित तथा व्यक्तिगत धनजमानीको विवरण: [280, 1237, 545, 1254]
- detail-line: ठेगाना: गजेडी गा.वि.स. ४: [284, 1011, 371, 1022]
- detail-line: क. नाम: ओम बहादुर लुईटेल: [1352, 1380, 1448, 1391]
- collateral-text: श्री त्रिवेणी अहिरको नाति रामजित अहिरको छोरा रमेश अहिरको नाममा मालपोत कार्यालय परासीमा दर्ता श्रेष्ठा कायम रहेको नवलपरासी जिल्ला गुठी प्रसौनी गा.वि.स. वडा नं. ३/च स्थित कि.नं. ३२६ को क्षेत्रफल ०–१५–१३ (बिगाह/रोपनी) को जग्गा र उक्त जग्गाले चर्चेको सम्पूर्ण लिलाम समेत ।: [20, 1772, 540, 1809]
- collateral-label: धितो सुरक्षणको विवरण:: [1093, 1103, 1176, 1113]
- detail-line: १२. ऋणीको नाम: लक्ष्मण वि.क: [1093, 199, 1199, 210]
- detail-line: शाखा कार्यालय: कावासोती,: [1093, 603, 1185, 613]
- detail-line: हाल: नेपालगंज उ.म.न.पा.–०२, बाँके: [1352, 745, 1475, 756]
- collateral-details: [1088, 1487, 1607, 1533]
- company-name-english: BEST FINANCE COMPANY LTD.: [74, 181, 481, 211]
- borrower-entry: [553, 1529, 1080, 1718]
